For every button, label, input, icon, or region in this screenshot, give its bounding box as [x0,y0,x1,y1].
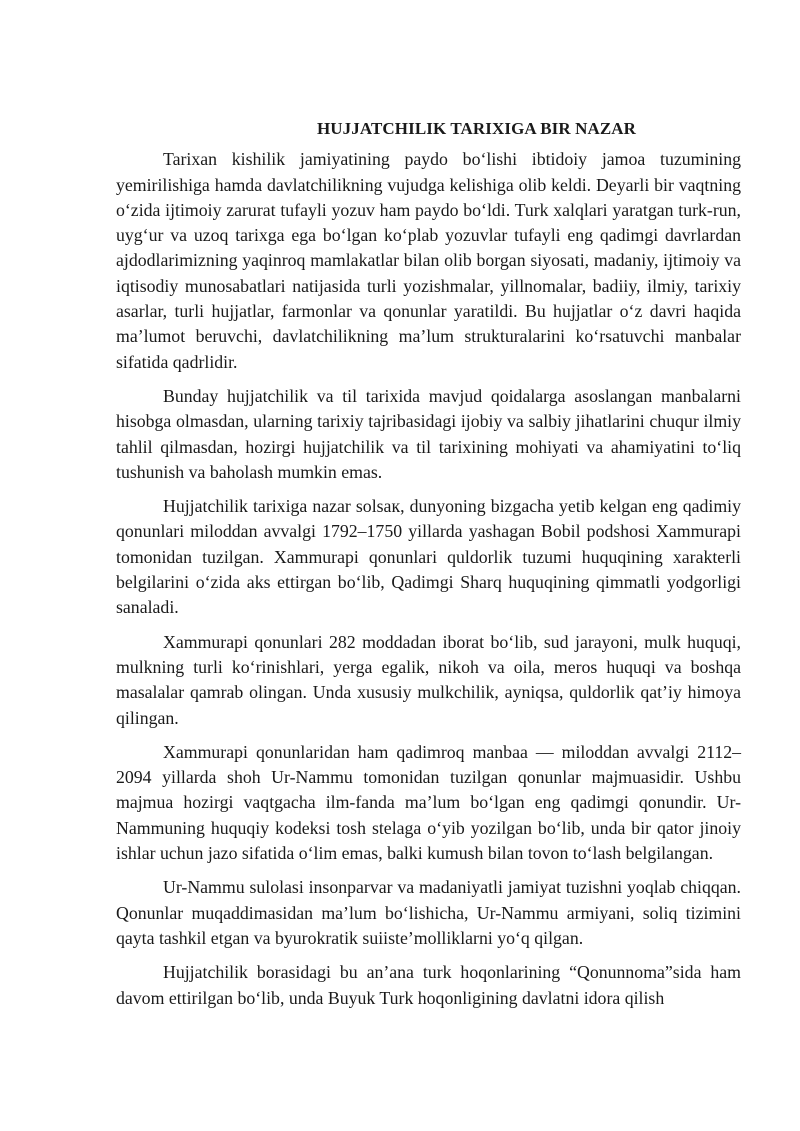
paragraph: Xammurapi qonunlari 282 moddadan iborat bo‘lib, sud jarayoni, mulk huquqi, mulkning turli ko‘rinishlari, yerga egalik, nikoh va oila, meros huquqi va boshqa masalalar qamrab olingan. Unda xususiy mulkchilik, ayniqsa, quldorlik qat’iy himoya qilingan. [116,631,741,728]
document-title: HUJJATCHILIK TARIXIGA BIR NAZAR [316,119,637,138]
paragraph: Bunday hujjatchilik va til tarixida mavjud qoidalarga asoslangan manbalarni hisobga olmasdan, ularning tarixiy tajribasidagi ijobiy va salbiy jihatlarini chuqur ilmiy tahlil qilmasdan, hozirgi hujjatchilik va til tarixining mohiyati va ahamiyatini to‘liq tushunish va baholash mumkin emas. [116,385,741,482]
paragraph: Xammurapi qonunlaridan ham qadimroq manbaa — miloddan avvalgi 2112–2094 yillarda shoh Ur-Nammu tomonidan tuzilgan qonunlar majmuasidir. Ushbu majmua hozirgi vaqtgacha ilm-fanda ma’lum bo‘lgan eng qadimgi qonundir. Ur-Nammuning huquqiy kodeksi tosh stelaga o‘yib yozilgan bo‘lib, unda bir qator jinoiy ishlar uchun jazo sifatida o‘lim emas, balki kumush bilan tovon to‘lash belgilangan. [116,741,741,864]
document-page [116,110,741,1020]
paragraph: Hujjatchilik borasidagi bu an’ana turk hoqonlarining “Qonunnoma”sida ham davom ettirilgan bo‘lib, unda Buyuk Turk hoqonligining davlatni idora qilish [116,962,741,1008]
paragraph: Hujjatchilik tarixiga nazar solsaк, dunyoning bizgacha yetib kelgan eng qadimiy qonunlari miloddan avvalgi 1792–1750 yillarda yashagan Bobil podshosi Xammurapi tomonidan tuzilgan. Xammurapi qonunlari quldorlik tuzumi huquqining xarakterli belgilarini o‘zida aks ettirgan bo‘lib, Qadimgi Sharq huquqining qimmatli yodgorligi sanaladi. [116,496,741,618]
paragraph: Ur-Nammu sulolasi insonparvar va madaniyatli jamiyat tuzishni yoqlab chiqqan. Qonunlar muqaddimasidan ma’lum bo‘lishicha, Ur-Nammu armiyani, soliq tizimini qayta tashkil etgan va byurokratik suiiste’molliklarni yo‘q qilgan. [116,877,741,948]
paragraph: Tarixan kishilik jamiyatining paydo bo‘lishi ibtidoiy jamoa tuzumining yemirilishiga hamda davlatchilikning vujudga kelishiga olib keldi. Deyarli bir vaqtning o‘zida ijtimoiy zarurat tufayli yozuv ham paydo bo‘ldi. Turk xalqlari yaratgan turk-run, uyg‘ur va uzoq tarixga ega bo‘lgan ko‘plab yozuvlar tufayli eng qadimgi davrlardan ajdodlarimizning yaqinroq mamlakatlar bilan olib borgan siyosati, madaniy, ijtimoiy va iqtisodiy munosabatlari natijasida turli yozishmalar, yillnomalar, badiiy, ilmiy, tarixiy asarlar, turli hujjatlar, farmonlar va qonunlar yaratildi. Bu hujjatlar o‘z davri haqida ma’lumot beruvchi, davlatchilikning ma’lum strukturalarini ko‘rsatuvchi manbalar sifatida qadrlidir. [116,149,741,372]
